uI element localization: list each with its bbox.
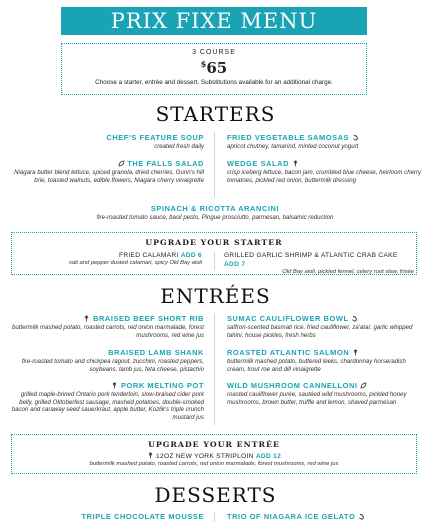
course-count: 3 COURSE: [192, 49, 236, 56]
menu-item: [227, 133, 423, 151]
item-name: BRAISED BEEF SHORT RIB: [93, 314, 204, 323]
menu-item: [8, 381, 204, 421]
section-title-entrees: ENTRÉES: [160, 284, 271, 308]
item-name: ROASTED ATLANTIC SALMON: [227, 348, 350, 357]
add-price: ADD 7: [224, 261, 246, 268]
item-name: THE FALLS SALAD: [127, 159, 204, 168]
menu-item: [8, 133, 204, 151]
currency-symbol: $: [200, 59, 207, 69]
item-name: TRIPLE CHOCOLATE MOUSSE: [81, 512, 204, 521]
item-description: Niagara butter blend lettuce, spiced granola, dried cherries, Gunn's hill brie, toasted walnuts, edible flowers, Niagara cherry vinaigrette: [14, 169, 204, 184]
item-description: buttermilk mashed potato, roasted carrots, red onion marmalade, forest mushrooms, red wine jus: [89, 461, 339, 467]
menu-item: [227, 348, 423, 373]
menu-item: [227, 314, 423, 339]
item-description: buttermilk mashed potato, buttered leeks, chardonnay horseradish cream, trout roe and dill vinaigrette: [227, 358, 406, 373]
item-name: BRAISED LAMB SHANK: [108, 348, 204, 357]
item-name: WILD MUSHROOM CANNELLONI: [227, 381, 358, 390]
item-description: fire-roasted tomato sauce, basil pesto, Pingue prosciutto, parmesan, balsamic reduction: [96, 214, 334, 221]
upgrade-item: [224, 251, 414, 276]
gluten-free-icon: [147, 452, 154, 459]
menu-item: [8, 348, 204, 373]
item-name: FRIED CALAMARI: [119, 252, 179, 259]
item-name: GRILLED GARLIC SHRIMP & ATLANTIC CRAB CAKE: [224, 252, 398, 259]
vegetarian-leaf-icon: [118, 160, 125, 167]
item-name: SPINACH & RICOTTA ARANCINI: [150, 204, 280, 213]
menu-title-banner: [61, 7, 367, 35]
item-description: Old Bay aioli, pickled fennel, celery root slaw, frisée: [282, 269, 414, 275]
upgrade-entree-title: UPGRADE YOUR ENTRÉE: [148, 440, 280, 449]
menu-item: [40, 204, 390, 222]
item-description: roasted cauliflower purée, sautéed wild mushrooms, pickled honey mushrooms, brown butter, truffle and lemon, shaved parmesan: [227, 391, 407, 406]
menu-item: [227, 381, 423, 406]
add-price: ADD 6: [180, 252, 202, 259]
column-divider: [214, 512, 215, 522]
gluten-free-icon: [352, 349, 359, 356]
price-box: [61, 43, 367, 95]
upgrade-starter-title: UPGRADE YOUR STARTER: [145, 238, 283, 247]
gluten-free-icon: [292, 160, 299, 167]
price-note: Choose a starter, entrée and dessert. Substitutions available for an additional charge.: [95, 79, 333, 86]
item-name: CHEF'S FEATURE SOUP: [106, 133, 204, 142]
spicy-pepper-icon: [352, 134, 359, 141]
section-title-starters: STARTERS: [155, 102, 276, 126]
spicy-pepper-icon: [351, 315, 358, 322]
item-description: crisp iceberg lettuce, bacon jam, crumbled blue cheese, heirloom cherry tomatoes, pickled red onion, buttermilk dressing: [227, 169, 422, 184]
menu-item: [227, 159, 423, 184]
price: [62, 57, 366, 76]
upgrade-entree-box: [11, 434, 417, 474]
item-name: FRIED VEGETABLE SAMOSAS: [227, 133, 350, 142]
gluten-free-icon: [111, 382, 118, 389]
item-name: WEDGE SALAD: [227, 159, 290, 168]
item-description: apricot chutney, tamarind, minted coconut yogurt: [227, 143, 359, 150]
column-divider: [214, 313, 215, 425]
add-price: ADD 12: [255, 453, 282, 460]
spicy-pepper-icon: [358, 513, 365, 520]
item-description: salt and pepper dusted calamari, spicy Old Bay aioli: [68, 260, 202, 266]
vegetarian-leaf-icon: [360, 382, 367, 389]
gluten-free-icon: [83, 315, 90, 322]
upgrade-item: [16, 251, 202, 267]
menu-item: [8, 512, 204, 522]
menu-item: [8, 314, 204, 339]
item-description: grilled maple-brined Ontario pork tenderloin, slow-braised cider pork belly, grilled Oktoberfest sausage, mashed potatoes, double-smoked bacon and caraway seed sauerkraut, apple butter, Kozlik's triple crunch mustard jus: [11, 391, 204, 421]
item-name: SUMAC CAULIFLOWER BOWL: [227, 314, 349, 323]
item-name: TRIO OF NIAGARA ICE GELATO: [227, 512, 356, 521]
upgrade-item: [12, 452, 416, 468]
item-description: created fresh daily: [154, 143, 204, 150]
upgrade-starter-box: [11, 232, 417, 275]
column-divider: [214, 252, 215, 270]
item-name: 12OZ NEW YORK STRIPLOIN: [156, 453, 254, 460]
price-value: 65: [206, 59, 228, 77]
section-title-desserts: DESSERTS: [154, 483, 277, 507]
item-description: saffron-scented basmati rice, fried cauliflower, za'atar, garlic whipped tahini, house pickles, fresh herbs: [227, 324, 413, 339]
menu-title: PRIX FIXE MENU: [110, 9, 318, 33]
column-divider: [214, 132, 215, 197]
menu-item: [8, 159, 204, 184]
item-name: PORK MELTING POT: [121, 381, 204, 390]
item-description: fire-roasted tomato and chickpea ragout, zucchini, roasted peppers, soybeans, lamb jus, feta cheese, pistachio: [21, 358, 204, 373]
menu-item: [227, 512, 423, 522]
item-description: buttermilk mashed potato, roasted carrots, red onion marmalade, forest mushrooms, red wine jus: [11, 324, 204, 339]
